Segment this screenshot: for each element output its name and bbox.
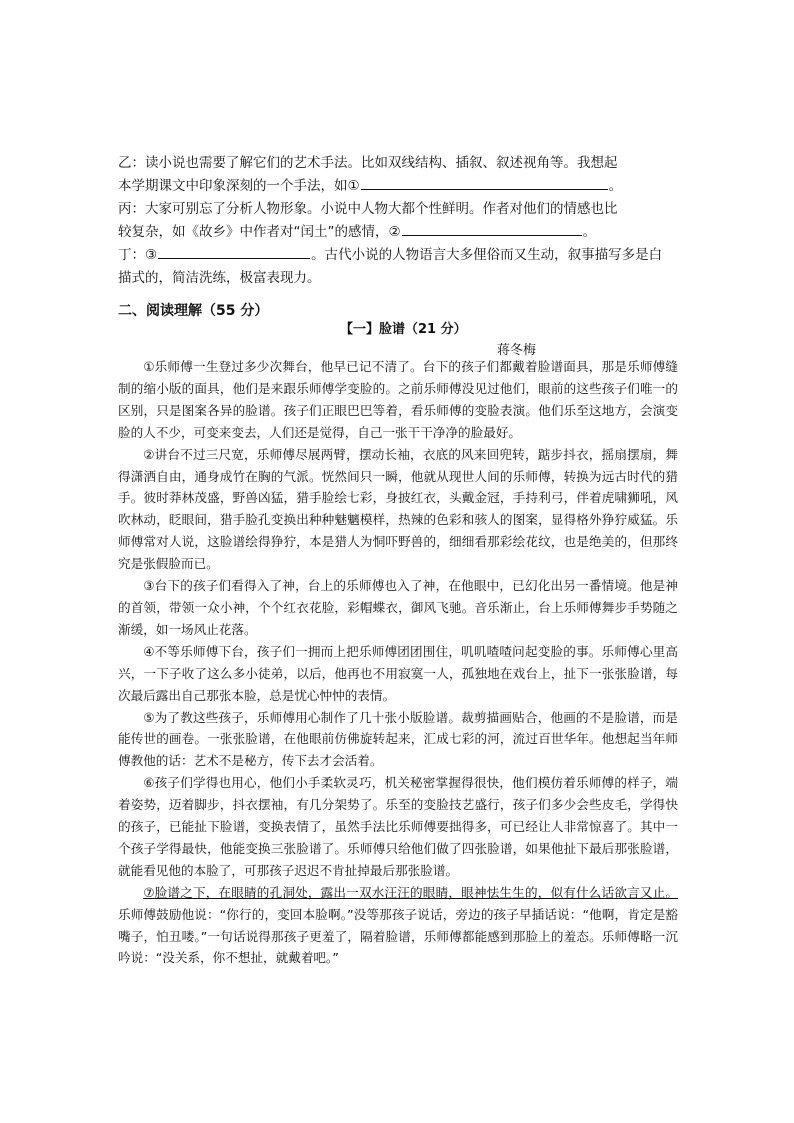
paragraph-6: ⑥孩子们学得也用心，他们小手柔软灵巧，机关秘密掌握得很快，他们模仿着乐师傅的样子，端着姿势，迈着脚步，抖衣摆袖，有几分架势了。乐至的变脸技艺盛行，孩子们多少会些皮毛，学得快的孩子，已能扯下脸谱，变换表情了，虽然手法比乐师傅要拙得多，可已经让人非常惊喜了。其中一个孩子学得最快，他能变换三张脸谱了。乐师傅只给他们做了四张脸谱，如果他扯下最后那张脸谱，就能看见他的本脸了，可那孩子迟迟不肯扯掉最后那张脸谱。 (118, 775, 678, 878)
paragraph-7 (118, 882, 678, 970)
passage-author: 蒋冬梅 (497, 343, 537, 358)
text: 。古代小说的人物语言大多俚俗而又生动，叙事描写多是白 (311, 247, 663, 263)
discussion-yi-line-2 (118, 175, 622, 197)
paragraph-4: ④不等乐师傅下台，孩子们一拥而上把乐师傅团团围住，叽叽喳喳问起变脸的事。乐师傅心里高兴，一下子收了这么多小徒弟，以后，他再也不用寂寞一人，孤独地在戏台上，扯下一张张脸谱，每次最后露出自己那张本脸，总是忧心忡忡的表情。 (118, 643, 678, 703)
paragraph-3: ③台下的孩子们看得入了神，台上的乐师傅也入了神，在他眼中，已幻化出另一番情境。他是神的首领，带领一众小神，个个红衣花脸，彩帽蝶衣，御风飞驰。音乐渐止，台上乐师傅舞步手势随之渐缓，如一场风止花落。 (118, 578, 678, 637)
paragraph-7-rest: 乐师傅鼓励他说：“你行的，变回本脸啊。”没等那孩子说话，旁边的孩子早插话说：“他啊，肯定是豁嘴子，怕丑喽。”一句话说得那孩子更羞了，隔着脸谱，乐师傅都能感到那脸上的羞态。乐师傅略一沉吟说：“没关系，你不想扯，就戴着吧。” (118, 906, 678, 966)
answer-blank-1 (361, 175, 608, 190)
section-heading: 二、阅读理解（55 分） (118, 303, 269, 319)
text: 本学期课文中印象深刻的一个手法，如① (118, 178, 360, 194)
paragraph-5: ⑤为了教这些孩子，乐师傅用心制作了几十张小版脸谱。裁剪描画贴合，他画的不是脸谱，而是能传世的画卷。一张张脸谱，在他眼前仿佛旋转起来，汇成七彩的河，流过百世华年。他想起当年师傅教他的话：艺术不是秘方，传下去才会活着。 (118, 709, 678, 769)
answer-blank-2 (402, 221, 582, 236)
discussion-ding-line-2 (118, 267, 321, 289)
text: 乙：读小说也需要了解它们的艺术手法。比如双线结构、插叙、叙述视角等。我想起 (118, 155, 618, 171)
text: 描式的，简洁洗练，极富表现力。 (118, 270, 321, 286)
text: 丙：大家可别忘了分析人物形象。小说中人物大都个性鲜明。作者对他们的情感也比 (118, 201, 618, 217)
paragraph-2: ②讲台不过三尺宽，乐师傅尽展两臂，摆动长袖，衣底的风来回兜转，踮步抖衣，摇扇摆扇，舞得潇洒自由，通身成竹在胸的气派。恍然间只一瞬，他就从现世人间的乐师傅，转换为远古时代的猎手。彼时莽林茂盛，野兽凶猛，猎手脸绘七彩，身披红衣，头戴金冠，手持利弓，伴着虎啸狮吼，风吹林动，眨眼间，猎手脸孔变换出种种魅魑模样，热辣的色彩和骇人的图案，显得格外狰狞威猛。乐师傅常对人说，这脸谱绘得狰狞，本是猎人为恫吓野兽的，细细看那彩绘花纹，也是绝美的，但那终究是张假脸而已。 (118, 446, 678, 572)
passage-title: 【一】脸谱（21 分） (340, 322, 467, 337)
passage-body (118, 356, 678, 969)
text: 丁：③ (118, 247, 158, 263)
discussion-yi-line-1 (118, 152, 618, 174)
underlined-sentence: ⑦脸谱之下，在眼睛的孔洞处，露出一双水汪汪的眼睛，眼神怯生生的，似有什么话欲言又止。 (143, 884, 678, 900)
answer-blank-3 (158, 244, 310, 259)
discussion-bing-line-2 (118, 221, 596, 243)
text: 。 (608, 178, 623, 194)
text: 较复杂，如《故乡》中作者对“闰土”的感情，② (118, 224, 401, 240)
paragraph-1: ①乐师傅一生登过多少次舞台，他早已记不清了。台下的孩子们都戴着脸谱面具，那是乐师傅缝制的缩小版的面具，他们是来跟乐师傅学变脸的。之前乐师傅没见过他们，眼前的这些孩子们唯一的区别，只是图案各异的脸谱。孩子们正眼巴巴等着，看乐师傅的变脸表演。他们乐至这地方，会演变脸的人不少，可变来变去，人们还是觉得，自己一张干干净净的脸最好。 (118, 359, 678, 440)
discussion-bing-line-1 (118, 198, 618, 220)
text: 。 (582, 224, 597, 240)
discussion-ding-line-1 (118, 244, 662, 266)
